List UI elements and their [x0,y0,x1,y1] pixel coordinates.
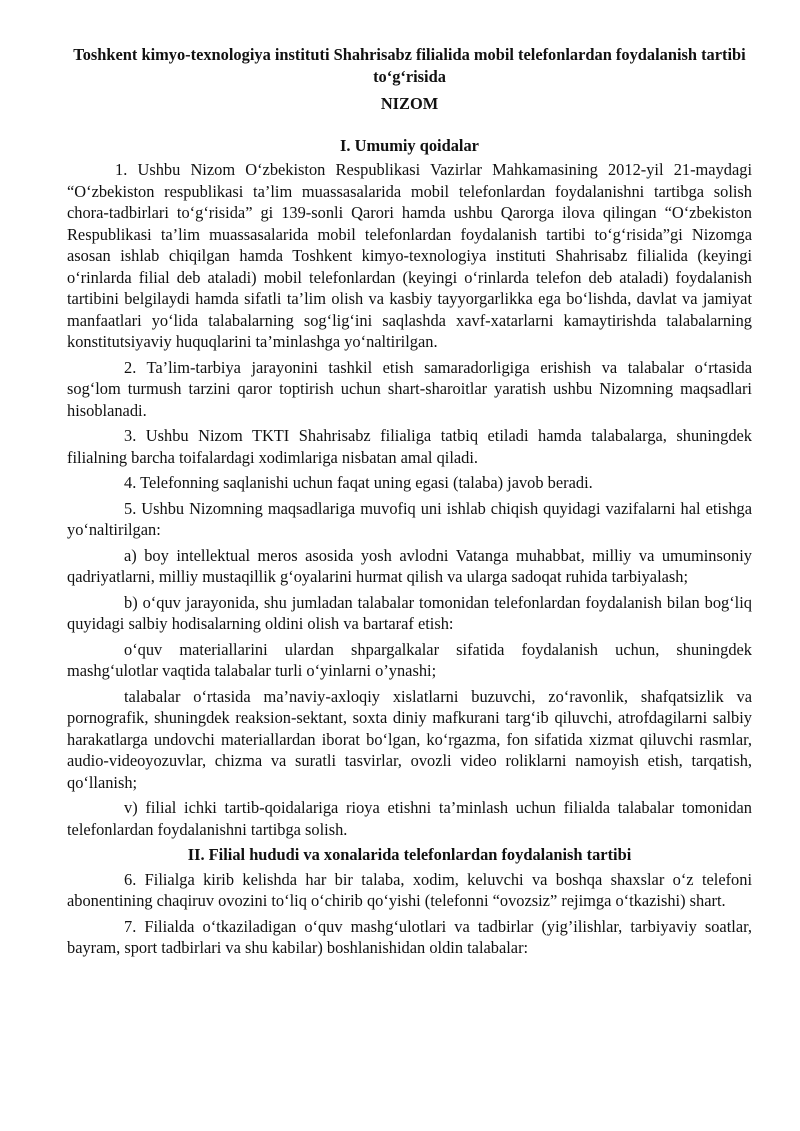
paragraph: o‘quv materiallarini ulardan shpargalkalar sifatida foydalanish uchun, shuningdek mashg‘ulotlar vaqtida talabalar turli o‘yinlarni o’ynashi; [67,639,752,680]
paragraph: 2. Ta’lim-tarbiya jarayonini tashkil etish samaradorligiga erishish va talabalar o‘rtasida sog‘lom turmush tarzini qaror toptirish uchun shart-sharoitlar yaratish ushbu Nizomning maqsadlari hisoblanadi. [67,357,752,420]
paragraph: 7. Filialda o‘tkaziladigan o‘quv mashg‘ulotlari va tadbirlar (yig’ilishlar, tarbiyaviy soatlar, bayram, sport tadbirlari va shu kabilar) boshlanishidan oldin talabalar: [67,916,752,957]
paragraph: a) boy intellektual meros asosida yosh avlodni Vatanga muhabbat, milliy va umuminsoniy qadriyatlarni, milliy mustaqillik g‘oyalarini hurmat qilish va ularga sadoqat ruhida tarbiyalash; [67,545,752,586]
document-subtitle: NIZOM [380,94,439,113]
paragraph: 1. Ushbu Nizom O‘zbekiston Respublikasi Vazirlar Mahkamasining 2012-yil 21-maydagi “O‘zbekiston respublikasi ta’lim muassasalarida mobil telefonlardan foydalanishni tartibga solish chora-tadbirlari to‘g‘risida” gi 139-sonli Qarori hamda ushbu Qarorga ilova qilingan “O‘zbekiston Respublikasi ta’lim muassasalarida mobil telefonlardan foydalanish tartibi to‘g‘risida”gi Nizomga asosan ishlab chiqilgan hamda Toshkent kimyo-texnologiya instituti Shahrisabz filialida (keyingi o‘rinlarda filial deb ataladi) mobil telefonlardan (keyingi o‘rinlarda telefon deb ataladi) foydalanish tartibini belgilaydi hamda sifatli ta’lim olish va kasbiy tayyorgarlikka ega bo‘lishda, davlat va jamiyat manfaatlari yo‘lida talabalarning sog‘lig‘ini saqlashda xavf-xatarlarni kamaytirishda talabalarning konstitutsiyaviy huquqlarini ta’minlashga yo‘naltirilgan. [67,160,752,351]
paragraph: 3. Ushbu Nizom TKTI Shahrisabz filialiga tatbiq etiladi hamda talabalarga, shuningdek filialning barcha toifalardagi xodimlariga nisbatan amal qiladi. [67,426,752,467]
paragraph: 6. Filialga kirib kelishda har bir talaba, xodim, keluvchi va boshqa shaxslar o‘z telefoni abonentining chaqiruv ovozini to‘liq o‘chirib qo‘yishi (telefonni “ovozsiz” rejimga o‘tkazishi) shart. [67,869,752,910]
paragraph: talabalar o‘rtasida ma’naviy-axloqiy xislatlarni buzuvchi, zo‘ravonlik, shafqatsizlik va pornografik, shuningdek reaksion-sektant, soxta diniy mafkurani targ‘ib qiluvchi, atrofdagilarni salbiy harakatlarga undovchi materiallardan iborat bo‘lgan, ko‘rgazma, fon sifatida xizmat qiluvchi rasmlar, audio-videoyozuvlar, chizma va suratli tasvirlar, ovozli video roliklarni namoyish etish, tarqatish, qo‘llanish; [67,686,752,792]
paragraph: 5. Ushbu Nizomning maqsadlariga muvofiq uni ishlab chiqish quyidagi vazifalarni hal etishga yo‘naltirilgan: [67,498,752,539]
paragraph: b) o‘quv jarayonida, shu jumladan talabalar tomonidan telefonlardan foydalanish bilan bog‘liq quyidagi salbiy hodisalarning oldini olish va bartaraf etish: [67,592,752,633]
paragraph: 4. Telefonning saqlanishi uchun faqat uning egasi (talaba) javob beradi. [124,473,593,492]
section-2-heading: II. Filial hududi va xonalarida telefonlardan foydalanish tartibi [187,845,632,864]
document-title: Toshkent kimyo-texnologiya instituti Shahrisabz filialida mobil telefonlardan foydalanish tartibi to‘g‘risida [73,45,746,86]
paragraph: v) filial ichki tartib-qoidalariga rioya etishni ta’minlash uchun filialda talabalar tomonidan telefonlardan foydalanishni tartibga solish. [67,798,752,839]
section-1-heading: I. Umumiy qoidalar [340,135,479,155]
